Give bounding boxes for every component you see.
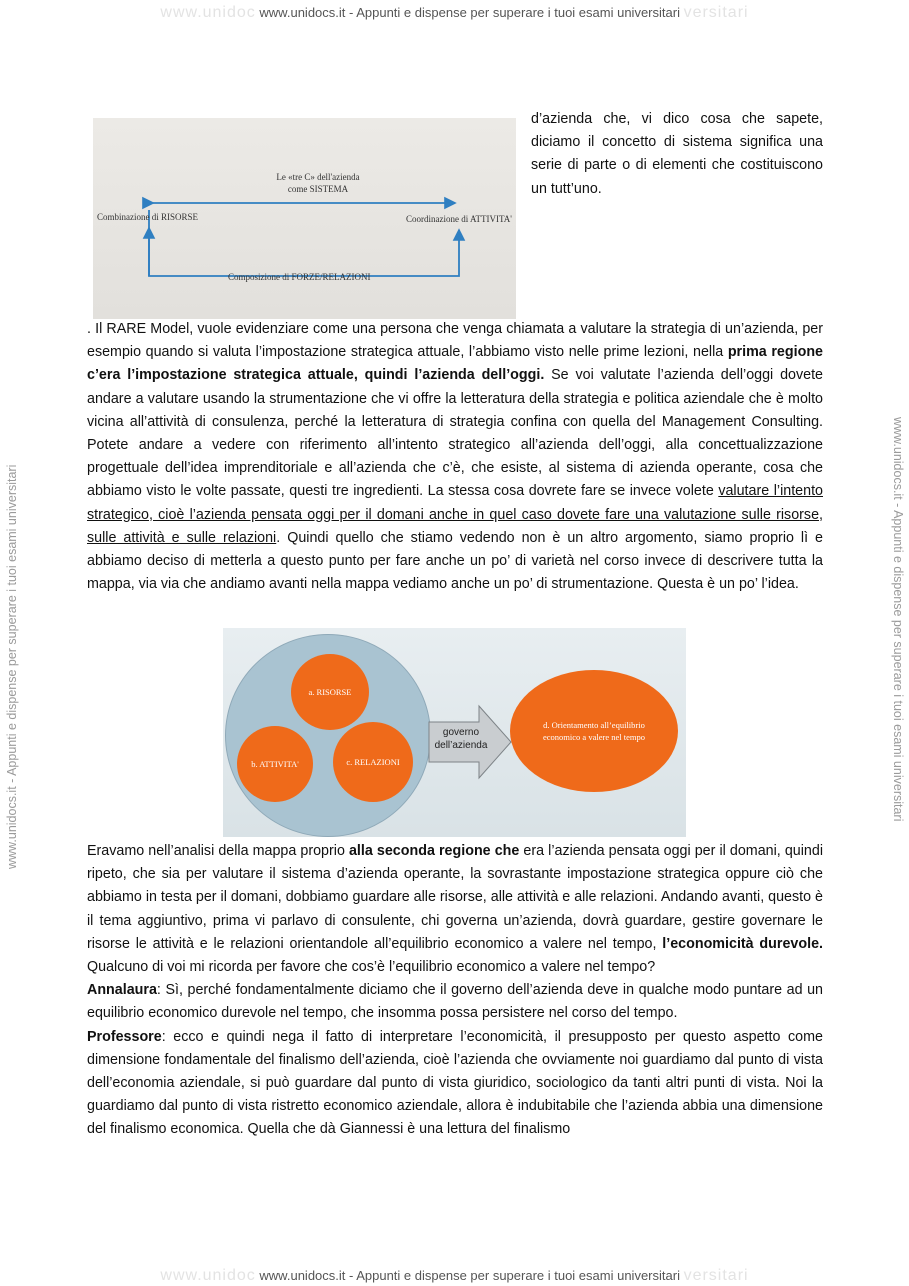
speaker-name: Professore bbox=[87, 1028, 162, 1045]
paragraph-annalaura bbox=[87, 979, 823, 1025]
governance-arrow-label bbox=[433, 726, 489, 752]
arrow-label-line1: governo bbox=[442, 727, 480, 738]
label-coordinazione-attivita: Coordinazione di ATTIVITA' bbox=[406, 214, 512, 224]
watermark-ghost-left: www.unidoc bbox=[160, 4, 256, 21]
risorse-circle: a. RISORSE bbox=[291, 654, 369, 730]
governance-diagram-photo bbox=[223, 628, 686, 837]
paragraph-rare-model bbox=[87, 318, 823, 596]
watermark-text: www.unidocs.it - Appunti e dispense per superare i tuoi esami universitari bbox=[259, 5, 680, 20]
text-run: era l’azienda pensata oggi per il domani, quindi ripeto, che sia per valutare il sistema d’azienda operante, la sovrastante impostazione strategica oppure ciò che abbiamo in testa per il domani, dobbiamo guardare alle risorse, alle attività e alle relazioni. Andando avanti, questo è il tema aggiuntivo, prima vi parlavo di consulente, chi governa un’azienda, dovrà guardare, gestire governare le risorse le attività e le relazioni orientandole all’equilibrio economico a valere nel tempo, bbox=[87, 843, 823, 952]
bold-run: alla seconda regione che bbox=[348, 843, 520, 859]
speaker-name: Annalaura bbox=[87, 982, 157, 999]
equilibrio-economico-oval bbox=[510, 670, 678, 792]
watermark-ghost-right: versitari bbox=[683, 4, 749, 21]
system-diagram-title-line1: Le «tre C» dell'azienda bbox=[276, 172, 360, 182]
text-run: Qualcuno di voi mi ricorda per favore che cos’è l’equilibrio economico a valere nel tempo? bbox=[87, 959, 656, 976]
right-side-watermark: www.unidocs.it - Appunti e dispense per superare i tuoi esami universitari bbox=[891, 417, 905, 822]
underlined-run: valutare l’intento strategico, cioè l’azienda pensata oggi per il domani anche in quel caso dovete fare una valutazione sulle risorse, sulle attività e sulle relazioni bbox=[87, 483, 823, 546]
label-combinazione-risorse: Combinazione di RISORSE bbox=[97, 212, 198, 222]
text-run: . Il RARE Model, vuole evidenziare come una persona che venga chiamata a valutare la strategia di un’azienda, per esempio quando si valuta l’impostazione strategica attuale, l’abbiamo visto nelle prime lezioni, nella bbox=[87, 321, 823, 361]
label-composizione-relazioni: Composizione di FORZE/RELAZIONI bbox=[228, 272, 371, 282]
left-side-watermark: www.unidocs.it - Appunti e dispense per superare i tuoi esami universitari bbox=[5, 464, 19, 869]
text-run: Se voi valutate l’azienda dell’oggi dovete andare a valutare usando la strumentazione che vi offre la letteratura della strategia e politica aziendale che è molto vicina all’attività di consulenza, perché la letteratura di strategia confina con quella del Management Consulting. Potete andare a vedere con riferimento all’intento strategico all’azienda dell’oggi, alla concettualizzazione progettuale dell’idea imprenditoriale e all’azienda che c’è, che esiste, al sistema di azienda operante, cosa che abbiamo visto le volte passate, questi tre ingredienti. La stessa cosa dovrete fare se invece volete bbox=[87, 367, 823, 500]
intro-paragraph: d’azienda che, vi dico cosa che sapete, diciamo il concetto di sistema significa una serie di parte o di elementi che costituiscono un tutt’uno. bbox=[531, 111, 823, 197]
text-run: Eravamo nell’analisi della mappa proprio bbox=[87, 843, 349, 859]
text-run: : ecco e quindi nega il fatto di interpretare l’economicità, il presupposto per questo aspetto come dimensione fondamentale del finalismo dell’azienda, cioè l’azienda che ovviamente noi guardiamo dal punto di vista dell’economia aziendale, si può guardare dal punto di vista giuridico, sociologico da tanti altri punti di vista. Noi la guardiamo dal punto di vista ristretto economico aziendale, allora è indubitabile che l’azienda abbia una dimensione del finalismo economica. Quella che dà Giannessi è una lettura del finalismo bbox=[87, 1028, 823, 1138]
text-run: . Quindi quello che stiamo vedendo non è un altro argomento, siamo proprio lì e abbiamo deciso di metterla a questo punto per fare anche un po’ di varietà nel corso invece di descrivere tutta la mappa, via via che andiamo avanti nella mappa vediamo anche un po’ di strumentazione. Questa è un po’ l’idea. bbox=[87, 529, 823, 593]
bold-run: l’economicità durevole. bbox=[662, 935, 823, 952]
oval-label-line1: d. Orientamento all’equilibrio bbox=[543, 720, 645, 730]
relazioni-circle: c. RELAZIONI bbox=[333, 722, 413, 802]
watermark-text: www.unidocs.it - Appunti e dispense per superare i tuoi esami universitari bbox=[259, 1268, 680, 1283]
paragraph-seconda-regione bbox=[87, 840, 823, 979]
paragraph-professore bbox=[87, 1026, 823, 1142]
header-watermark bbox=[0, 4, 909, 22]
bold-run: prima regione c’era l’impostazione strategica attuale, quindi l’azienda dell’oggi. bbox=[87, 344, 824, 384]
attivita-circle: b. ATTIVITA' bbox=[237, 726, 313, 802]
watermark-ghost-right: versitari bbox=[683, 1267, 749, 1284]
lecture-body bbox=[87, 840, 823, 1142]
system-diagram-title bbox=[248, 171, 388, 195]
footer-watermark bbox=[0, 1267, 909, 1285]
arrow-label-line2: dell’azienda bbox=[434, 740, 488, 751]
system-diagram-photo bbox=[93, 118, 516, 319]
oval-label-line2: economico a valere nel tempo bbox=[543, 732, 645, 742]
system-diagram-title-line2: come SISTEMA bbox=[287, 184, 349, 194]
watermark-ghost-left: www.unidoc bbox=[160, 1267, 256, 1284]
text-run: : Sì, perché fondamentalmente diciamo che il governo dell’azienda deve in qualche modo puntare ad un equilibrio economico durevole nel tempo, che insomma possa persistere nel corso del tempo. bbox=[87, 982, 823, 1022]
